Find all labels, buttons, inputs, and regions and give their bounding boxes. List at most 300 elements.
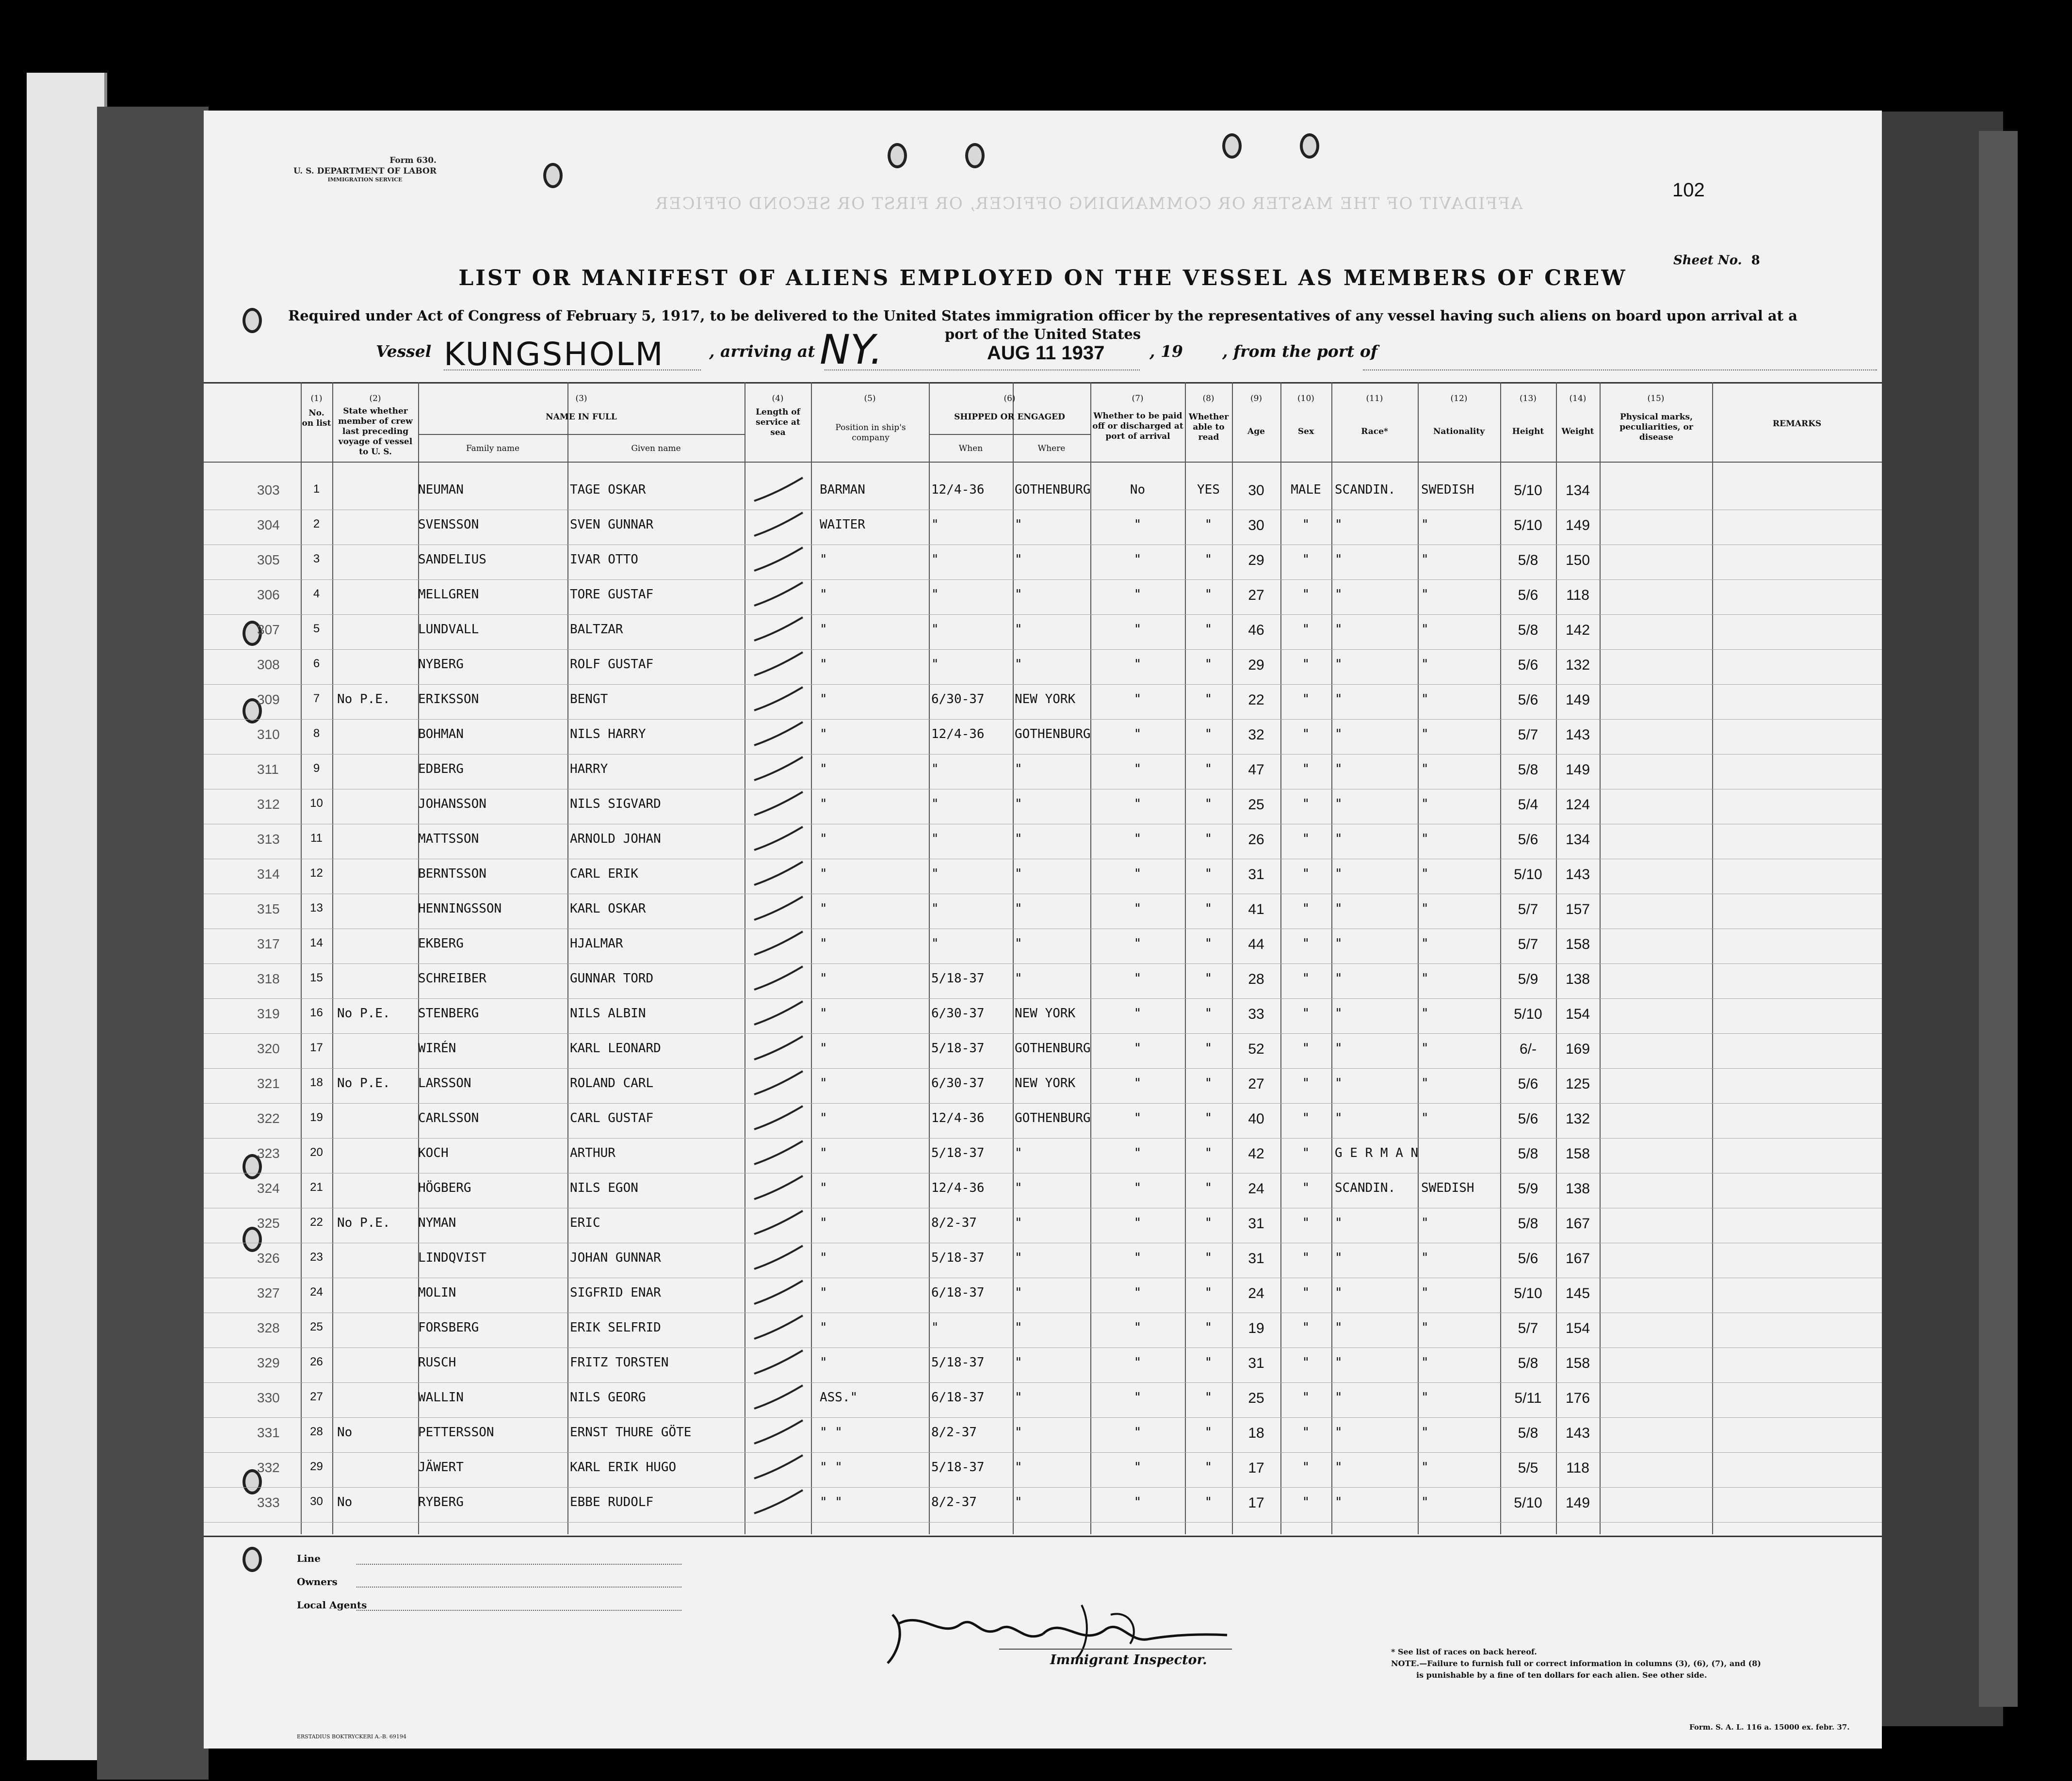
given-name: ERIC: [570, 1216, 600, 1230]
service-tick-mark: [752, 1418, 805, 1447]
owners-underline: [356, 1587, 681, 1588]
paid-off: ": [1133, 1076, 1142, 1091]
sex: ": [1302, 622, 1310, 637]
nationality: ": [1421, 1041, 1429, 1056]
able-to-read: ": [1204, 1111, 1213, 1125]
weight: 154: [1565, 1320, 1590, 1336]
service-tick-mark: [752, 546, 805, 575]
shipped-when: ": [931, 552, 939, 567]
row-rule: [204, 1487, 1882, 1488]
shipped-when: 5/18-37: [931, 1041, 985, 1056]
previous-voyage: No P.E.: [337, 1216, 390, 1230]
row-rule: [204, 963, 1882, 964]
height: 5/10: [1514, 482, 1542, 498]
shipped-where: ": [1015, 762, 1022, 776]
service-tick-mark: [752, 1244, 805, 1273]
shipped-when: ": [931, 622, 939, 637]
shipped-when: ": [931, 936, 939, 951]
shipped-when: 6/18-37: [931, 1285, 985, 1300]
age: 25: [1248, 1390, 1264, 1406]
race: ": [1335, 866, 1343, 881]
binder-right-edge-2: [1979, 131, 2018, 1707]
age: 47: [1248, 762, 1264, 778]
sex: ": [1302, 657, 1310, 672]
race: ": [1335, 1320, 1343, 1335]
paid-off: ": [1133, 832, 1142, 846]
sex: ": [1302, 1251, 1310, 1265]
given-name: CARL GUSTAF: [570, 1111, 654, 1125]
able-to-read: ": [1204, 692, 1213, 706]
position: ": [820, 692, 827, 706]
family-name: EKBERG: [418, 936, 464, 951]
height: 5/9: [1518, 971, 1538, 987]
height: 5/7: [1518, 1320, 1538, 1336]
able-to-read: ": [1204, 901, 1213, 916]
vessel-underline: [444, 369, 701, 370]
able-to-read: ": [1204, 1355, 1213, 1370]
row-ledger-number: 320: [257, 1041, 280, 1056]
col-number-9: (9): [1250, 394, 1263, 403]
position: " ": [820, 1425, 842, 1440]
age: 24: [1248, 1285, 1264, 1301]
able-to-read: ": [1204, 1390, 1213, 1405]
weight: 142: [1565, 622, 1590, 638]
family-name: SVENSSON: [418, 517, 479, 532]
row-rule: [204, 614, 1882, 615]
given-name: ERIK SELFRID: [570, 1320, 661, 1335]
shipped-when: ": [931, 657, 939, 672]
race: ": [1335, 552, 1343, 567]
nationality: ": [1421, 1425, 1429, 1440]
punch-hole: [1222, 133, 1242, 159]
height: 5/7: [1518, 936, 1538, 952]
position: ": [820, 1041, 827, 1056]
given-name: EBBE RUDOLF: [570, 1495, 654, 1509]
header-no-on-list: No. on list: [302, 408, 331, 428]
header-where: Where: [1037, 444, 1066, 453]
able-to-read: ": [1204, 1041, 1213, 1056]
weight: 138: [1565, 971, 1590, 987]
nationality: ": [1421, 692, 1429, 706]
year-label: , 19: [1149, 342, 1183, 361]
shipped-when: 8/2-37: [931, 1216, 977, 1230]
height: 5/6: [1518, 692, 1538, 708]
position: ": [820, 971, 827, 986]
able-to-read: ": [1204, 936, 1213, 951]
paid-off: ": [1133, 1355, 1142, 1370]
family-name: NEUMAN: [418, 482, 464, 497]
port-underline: [825, 369, 1140, 370]
age: 41: [1248, 901, 1264, 917]
header-shipped-or-engaged: SHIPPED OR ENGAGED: [954, 412, 1065, 422]
department-label: U. S. DEPARTMENT OF LABOR: [293, 166, 437, 176]
family-name: BOHMAN: [418, 727, 464, 741]
able-to-read: ": [1204, 762, 1213, 776]
family-name: MATTSSON: [418, 832, 479, 846]
position: ": [820, 832, 827, 846]
header-position: Position in ship's company: [835, 423, 906, 443]
column-divider: [567, 382, 568, 1534]
shipped-where: ": [1015, 1355, 1022, 1370]
shipped-subheader-line: [929, 434, 1090, 435]
given-name: TAGE OSKAR: [570, 482, 646, 497]
row-ledger-number: 306: [257, 587, 280, 602]
able-to-read: ": [1204, 1076, 1213, 1091]
age: 29: [1248, 657, 1264, 673]
list-number: 6: [313, 657, 320, 670]
race: ": [1335, 1076, 1343, 1091]
weight: 134: [1565, 482, 1590, 498]
sex: ": [1302, 1425, 1310, 1440]
given-name: HARRY: [570, 762, 608, 776]
age: 40: [1248, 1111, 1264, 1127]
header-height: Height: [1512, 427, 1544, 436]
race: G E R M A N: [1335, 1146, 1419, 1160]
list-number: 19: [310, 1111, 323, 1124]
service-tick-mark: [752, 1209, 805, 1238]
able-to-read: ": [1204, 587, 1213, 602]
col-number-14: (14): [1569, 394, 1586, 403]
sex: ": [1302, 936, 1310, 951]
given-name: ARNOLD JOHAN: [570, 832, 661, 846]
position: ": [820, 1076, 827, 1091]
sex: ": [1302, 1320, 1310, 1335]
weight: 167: [1565, 1251, 1590, 1267]
shipped-where: ": [1015, 971, 1022, 986]
sex: ": [1302, 1006, 1310, 1021]
header-paid-off: Whether to be paid off or discharged at port of arrival: [1092, 411, 1183, 441]
row-ledger-number: 303: [257, 482, 280, 497]
height: 5/7: [1518, 727, 1538, 743]
nationality: ": [1421, 866, 1429, 881]
sex: MALE: [1291, 482, 1321, 497]
age: 46: [1248, 622, 1264, 638]
shipped-where: ": [1015, 866, 1022, 881]
local-agents-label: Local Agents: [297, 1599, 367, 1611]
col-number-13: (13): [1520, 394, 1537, 403]
given-name: NILS ALBIN: [570, 1006, 646, 1021]
weight: 149: [1565, 762, 1590, 778]
nationality: ": [1421, 797, 1429, 811]
paid-off: ": [1133, 1495, 1142, 1509]
paid-off: ": [1133, 971, 1142, 986]
col-number-8: (8): [1202, 394, 1214, 403]
given-name: CARL ERIK: [570, 866, 638, 881]
shipped-when: 5/18-37: [931, 971, 985, 986]
able-to-read: ": [1204, 1216, 1213, 1230]
sex: ": [1302, 1460, 1310, 1475]
position: ": [820, 657, 827, 672]
nationality: ": [1421, 1006, 1429, 1021]
header-name-in-full: NAME IN FULL: [546, 412, 617, 422]
list-number: 18: [310, 1076, 323, 1089]
race: ": [1335, 622, 1343, 637]
height: 5/10: [1514, 517, 1542, 533]
weight: 149: [1565, 692, 1590, 708]
family-name: KOCH: [418, 1146, 449, 1160]
paid-off: ": [1133, 657, 1142, 672]
service-tick-mark: [752, 650, 805, 679]
column-divider: [1331, 382, 1332, 1534]
paid-off: ": [1133, 762, 1142, 776]
row-ledger-number: 322: [257, 1111, 280, 1126]
sex: ": [1302, 1285, 1310, 1300]
able-to-read: ": [1204, 797, 1213, 811]
punch-hole: [888, 143, 907, 168]
race: ": [1335, 901, 1343, 916]
inspector-label: Immigrant Inspector.: [1050, 1653, 1207, 1668]
row-ledger-number: 328: [257, 1320, 280, 1335]
printer-imprint: ERSTADIUS BOKTRYCKERI A.-B. 69194: [297, 1733, 406, 1740]
age: 31: [1248, 1216, 1264, 1232]
shipped-where: ": [1015, 587, 1022, 602]
list-number: 22: [310, 1216, 323, 1229]
service-tick-mark: [752, 999, 805, 1028]
able-to-read: ": [1204, 1425, 1213, 1440]
column-divider: [332, 382, 333, 1534]
race: ": [1335, 1111, 1343, 1125]
list-number: 9: [313, 762, 320, 775]
row-rule: [204, 1417, 1882, 1418]
age: 18: [1248, 1425, 1264, 1441]
shipped-where: ": [1015, 517, 1022, 532]
weight: 149: [1565, 1495, 1590, 1511]
service-label: IMMIGRATION SERVICE: [327, 176, 403, 183]
sex: ": [1302, 517, 1310, 532]
given-name: ERNST THURE GÖTE: [570, 1425, 692, 1440]
race: ": [1335, 832, 1343, 846]
height: 5/8: [1518, 1425, 1538, 1441]
shipped-when: 12/4-36: [931, 482, 985, 497]
shipped-when: 6/30-37: [931, 692, 985, 706]
list-number: 11: [310, 832, 323, 845]
header-age: Age: [1247, 427, 1265, 436]
row-rule: [204, 1103, 1882, 1104]
row-ledger-number: 332: [257, 1460, 280, 1475]
nationality: ": [1421, 657, 1429, 672]
shipped-where: ": [1015, 1390, 1022, 1405]
shipped-when: ": [931, 832, 939, 846]
weight: 143: [1565, 1425, 1590, 1441]
weight: 167: [1565, 1216, 1590, 1232]
family-name: MOLIN: [418, 1285, 456, 1300]
family-name: NYBERG: [418, 657, 464, 672]
row-ledger-number: 307: [257, 622, 280, 637]
able-to-read: ": [1204, 832, 1213, 846]
position: ": [820, 936, 827, 951]
family-name: PETTERSSON: [418, 1425, 494, 1440]
position: ": [820, 866, 827, 881]
paid-off: ": [1133, 622, 1142, 637]
height: 5/6: [1518, 657, 1538, 673]
list-number: 14: [310, 936, 323, 949]
sex: ": [1302, 1390, 1310, 1405]
row-ledger-number: 319: [257, 1006, 280, 1021]
col-number-2: (2): [369, 394, 381, 403]
age: 26: [1248, 832, 1264, 848]
paid-off: ": [1133, 866, 1142, 881]
race: ": [1335, 587, 1343, 602]
weight: 118: [1566, 1460, 1589, 1476]
shipped-where: ": [1015, 1251, 1022, 1265]
race: ": [1335, 657, 1343, 672]
family-name: LARSSON: [418, 1076, 471, 1091]
height: 5/5: [1518, 1460, 1538, 1476]
shipped-when: 5/18-37: [931, 1251, 985, 1265]
family-name: MELLGREN: [418, 587, 479, 602]
race: ": [1335, 762, 1343, 776]
shipped-when: 8/2-37: [931, 1425, 977, 1440]
list-number: 10: [310, 797, 323, 810]
service-tick-mark: [752, 476, 805, 505]
service-tick-mark: [752, 1069, 805, 1098]
family-name: LUNDVALL: [418, 622, 479, 637]
mirrored-back-text: AFFIDAVIT OF THE MASTER OR COMMANDING OFFICER, OR FIRST OR SECOND OFFICER: [655, 194, 1523, 213]
sex: ": [1302, 901, 1310, 916]
weight: 176: [1565, 1390, 1590, 1406]
sex: ": [1302, 832, 1310, 846]
able-to-read: ": [1204, 1285, 1213, 1300]
nationality: ": [1421, 1495, 1429, 1509]
shipped-when: ": [931, 762, 939, 776]
nationality: ": [1421, 1251, 1429, 1265]
given-name: HJALMAR: [570, 936, 623, 951]
height: 5/6: [1518, 1076, 1538, 1092]
shipped-where: ": [1015, 657, 1022, 672]
paid-off: ": [1133, 692, 1142, 706]
list-number: 27: [310, 1390, 323, 1403]
given-name: GUNNAR TORD: [570, 971, 654, 986]
race: ": [1335, 1355, 1343, 1370]
row-ledger-number: 309: [257, 692, 280, 707]
race: ": [1335, 971, 1343, 986]
shipped-when: ": [931, 797, 939, 811]
able-to-read: ": [1204, 1181, 1213, 1195]
height: 5/8: [1518, 1355, 1538, 1371]
age: 52: [1248, 1041, 1264, 1057]
paid-off: ": [1133, 901, 1142, 916]
shipped-where: NEW YORK: [1015, 692, 1076, 706]
list-number: 13: [310, 901, 323, 915]
nationality: ": [1421, 727, 1429, 741]
given-name: ARTHUR: [570, 1146, 615, 1160]
list-number: 29: [310, 1460, 323, 1473]
shipped-when: ": [931, 901, 939, 916]
shipped-where: ": [1015, 797, 1022, 811]
given-name: FRITZ TORSTEN: [570, 1355, 669, 1370]
nationality: ": [1421, 587, 1429, 602]
age: 30: [1248, 482, 1264, 498]
list-number: 12: [310, 866, 323, 880]
form-header: [293, 155, 437, 183]
weight: 158: [1565, 1146, 1590, 1162]
shipped-when: 5/18-37: [931, 1460, 985, 1475]
shipped-when: ": [931, 587, 939, 602]
previous-voyage: No: [337, 1425, 353, 1440]
weight: 138: [1565, 1181, 1590, 1197]
paid-off: ": [1133, 1251, 1142, 1265]
position: ": [820, 797, 827, 811]
nationality: ": [1421, 936, 1429, 951]
shipped-when: 5/18-37: [931, 1146, 985, 1160]
position: ": [820, 1285, 827, 1300]
age: 27: [1248, 587, 1264, 603]
shipped-where: GOTHENBURG: [1015, 1041, 1091, 1056]
given-name: KARL ERIK HUGO: [570, 1460, 677, 1475]
paid-off: ": [1133, 1041, 1142, 1056]
service-tick-mark: [752, 720, 805, 749]
sex: ": [1302, 1076, 1310, 1091]
previous-voyage: No P.E.: [337, 1006, 390, 1021]
family-name: WIRÉN: [418, 1041, 456, 1056]
paid-off: ": [1133, 797, 1142, 811]
row-ledger-number: 317: [257, 936, 280, 951]
agents-underline: [356, 1610, 681, 1611]
able-to-read: ": [1204, 1460, 1213, 1475]
service-tick-mark: [752, 511, 805, 540]
family-name: HÖGBERG: [418, 1181, 471, 1195]
family-name: NYMAN: [418, 1216, 456, 1230]
header-race: Race*: [1361, 427, 1388, 436]
age: 30: [1248, 517, 1264, 533]
arriving-port: NY.: [820, 326, 883, 373]
header-given-name: Given name: [631, 444, 681, 453]
shipped-when: ": [931, 1320, 939, 1335]
row-rule: [204, 649, 1882, 650]
weight: 143: [1565, 727, 1590, 743]
vessel-name: KUNGSHOLM: [444, 336, 664, 373]
nationality: ": [1421, 1076, 1429, 1091]
position: ": [820, 901, 827, 916]
sex: ": [1302, 1216, 1310, 1230]
list-number: 3: [313, 552, 320, 565]
list-number: 15: [310, 971, 323, 984]
header-able-to-read: Whether able to read: [1188, 412, 1229, 442]
header-separator: [204, 462, 1882, 463]
service-tick-mark: [752, 685, 805, 714]
row-ledger-number: 330: [257, 1390, 280, 1405]
family-name: ERIKSSON: [418, 692, 479, 706]
row-ledger-number: 311: [257, 762, 279, 777]
sheet-no-label: Sheet No.: [1673, 253, 1742, 268]
nationality: ": [1421, 832, 1429, 846]
list-number: 24: [310, 1285, 323, 1299]
service-tick-mark: [752, 895, 805, 924]
position: " ": [820, 1495, 842, 1509]
paid-off: ": [1133, 517, 1142, 532]
sex: ": [1302, 1355, 1310, 1370]
weight: 157: [1565, 901, 1590, 917]
shipped-where: ": [1015, 936, 1022, 951]
height: 6/-: [1519, 1041, 1537, 1057]
column-divider: [929, 382, 930, 1534]
race: ": [1335, 1285, 1343, 1300]
list-number: 23: [310, 1251, 323, 1264]
service-tick-mark: [752, 964, 805, 994]
family-name: WALLIN: [418, 1390, 464, 1405]
sex: ": [1302, 971, 1310, 986]
shipped-when: 12/4-36: [931, 727, 985, 741]
race: ": [1335, 1495, 1343, 1509]
paid-off: ": [1133, 552, 1142, 567]
shipped-where: ": [1015, 1320, 1022, 1335]
height: 5/8: [1518, 762, 1538, 778]
nationality: ": [1421, 901, 1429, 916]
list-number: 5: [313, 622, 320, 635]
races-note: * See list of races on back hereof.: [1391, 1647, 1537, 1656]
previous-voyage: No: [337, 1495, 353, 1509]
paid-off: ": [1133, 1111, 1142, 1125]
